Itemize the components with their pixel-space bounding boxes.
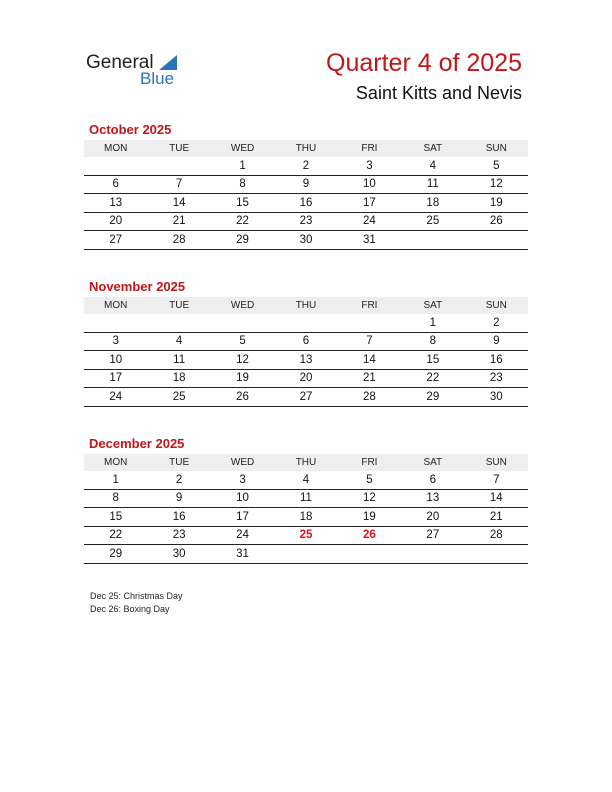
day-cell: 29 <box>211 231 274 250</box>
week-row <box>84 332 528 351</box>
month-title: October 2025 <box>89 122 172 137</box>
day-cell: 8 <box>211 175 274 194</box>
day-cell: 7 <box>147 175 210 194</box>
week-row <box>84 314 528 332</box>
day-cell: 17 <box>211 508 274 527</box>
day-cell: 8 <box>84 489 147 508</box>
day-cell: 3 <box>211 471 274 489</box>
day-cell: 13 <box>274 351 337 370</box>
day-cell: 7 <box>338 332 401 351</box>
day-cell: 11 <box>274 489 337 508</box>
day-cell: 28 <box>338 388 401 407</box>
day-cell: 31 <box>338 231 401 250</box>
day-cell: 15 <box>211 194 274 213</box>
day-cell: 30 <box>147 545 210 564</box>
calendar-table <box>84 454 528 564</box>
logo <box>86 52 196 92</box>
weekday-label: THU <box>274 454 337 471</box>
weekday-label: SUN <box>465 297 528 314</box>
weekday-label: SUN <box>465 140 528 157</box>
day-cell: 9 <box>465 332 528 351</box>
holiday-note: Dec 25: Christmas Day <box>90 591 183 601</box>
day-cell: 13 <box>84 194 147 213</box>
logo-general-text: General <box>86 52 154 73</box>
day-cell <box>338 545 401 564</box>
day-cell: 24 <box>211 526 274 545</box>
day-cell: 9 <box>147 489 210 508</box>
day-cell: 17 <box>338 194 401 213</box>
day-cell: 30 <box>465 388 528 407</box>
day-cell: 5 <box>211 332 274 351</box>
day-cell: 6 <box>401 471 464 489</box>
day-cell: 17 <box>84 369 147 388</box>
logo-triangle-icon <box>159 55 177 70</box>
day-cell: 28 <box>465 526 528 545</box>
day-cell: 19 <box>211 369 274 388</box>
day-cell: 2 <box>274 157 337 175</box>
weekday-label: SAT <box>401 454 464 471</box>
day-cell: 20 <box>84 212 147 231</box>
day-cell: 10 <box>338 175 401 194</box>
day-cell: 21 <box>147 212 210 231</box>
day-cell: 6 <box>84 175 147 194</box>
day-cell: 14 <box>465 489 528 508</box>
day-cell: 29 <box>401 388 464 407</box>
week-row <box>84 369 528 388</box>
day-cell: 31 <box>211 545 274 564</box>
day-cell: 18 <box>274 508 337 527</box>
day-cell: 11 <box>401 175 464 194</box>
calendar-table <box>84 140 528 250</box>
weekday-label: SUN <box>465 454 528 471</box>
week-row <box>84 175 528 194</box>
weekday-label: MON <box>84 297 147 314</box>
day-cell: 16 <box>274 194 337 213</box>
week-row <box>84 194 528 213</box>
weekday-label: SAT <box>401 297 464 314</box>
day-cell: 3 <box>338 157 401 175</box>
weekday-label: THU <box>274 140 337 157</box>
holiday-day-cell: 26 <box>338 526 401 545</box>
weekday-header-row <box>84 297 528 314</box>
day-cell: 3 <box>84 332 147 351</box>
day-cell <box>274 314 337 332</box>
day-cell: 1 <box>84 471 147 489</box>
day-cell <box>465 545 528 564</box>
country-name: Saint Kitts and Nevis <box>355 83 522 103</box>
day-cell: 8 <box>401 332 464 351</box>
weekday-label: TUE <box>147 297 210 314</box>
weekday-label: FRI <box>338 140 401 157</box>
day-cell: 20 <box>274 369 337 388</box>
day-cell: 9 <box>274 175 337 194</box>
day-cell: 27 <box>274 388 337 407</box>
day-cell: 12 <box>211 351 274 370</box>
week-row <box>84 545 528 564</box>
month-october <box>84 122 528 250</box>
page-title: Quarter 4 of 2025 <box>326 49 522 77</box>
holiday-notes <box>90 590 183 616</box>
day-cell: 11 <box>147 351 210 370</box>
day-cell: 23 <box>465 369 528 388</box>
day-cell: 19 <box>338 508 401 527</box>
calendar-table <box>84 297 528 407</box>
day-cell: 15 <box>401 351 464 370</box>
day-cell: 27 <box>84 231 147 250</box>
day-cell: 12 <box>465 175 528 194</box>
weekday-header-row <box>84 454 528 471</box>
day-cell <box>274 545 337 564</box>
day-cell: 4 <box>147 332 210 351</box>
day-cell: 21 <box>465 508 528 527</box>
weekday-label: WED <box>211 140 274 157</box>
day-cell: 23 <box>274 212 337 231</box>
day-cell: 22 <box>84 526 147 545</box>
month-title: November 2025 <box>89 279 186 294</box>
day-cell: 14 <box>147 194 210 213</box>
day-cell: 24 <box>84 388 147 407</box>
day-cell <box>147 314 210 332</box>
day-cell: 16 <box>147 508 210 527</box>
day-cell: 16 <box>465 351 528 370</box>
weekday-label: MON <box>84 454 147 471</box>
week-row <box>84 157 528 175</box>
day-cell: 23 <box>147 526 210 545</box>
day-cell: 22 <box>211 212 274 231</box>
weekday-label: WED <box>211 297 274 314</box>
day-cell <box>338 314 401 332</box>
day-cell: 20 <box>401 508 464 527</box>
week-row <box>84 231 528 250</box>
week-row <box>84 526 528 545</box>
day-cell: 26 <box>465 212 528 231</box>
day-cell <box>84 157 147 175</box>
day-cell <box>147 157 210 175</box>
month-december <box>84 436 528 564</box>
day-cell: 19 <box>465 194 528 213</box>
day-cell: 28 <box>147 231 210 250</box>
day-cell: 30 <box>274 231 337 250</box>
weekday-label: FRI <box>338 454 401 471</box>
day-cell: 24 <box>338 212 401 231</box>
day-cell <box>84 314 147 332</box>
month-title: December 2025 <box>89 436 185 451</box>
weekday-label: TUE <box>147 454 210 471</box>
weekday-header-row <box>84 140 528 157</box>
day-cell: 25 <box>401 212 464 231</box>
day-cell: 13 <box>401 489 464 508</box>
day-cell: 12 <box>338 489 401 508</box>
weekday-label: FRI <box>338 297 401 314</box>
day-cell: 25 <box>147 388 210 407</box>
holiday-day-cell: 25 <box>274 526 337 545</box>
day-cell: 1 <box>401 314 464 332</box>
day-cell <box>465 231 528 250</box>
day-cell <box>401 545 464 564</box>
weekday-label: WED <box>211 454 274 471</box>
week-row <box>84 489 528 508</box>
week-row <box>84 351 528 370</box>
weekday-label: SAT <box>401 140 464 157</box>
logo-blue-text: Blue <box>140 69 175 88</box>
day-cell: 2 <box>147 471 210 489</box>
day-cell: 26 <box>211 388 274 407</box>
day-cell: 21 <box>338 369 401 388</box>
weekday-label: THU <box>274 297 337 314</box>
week-row <box>84 388 528 407</box>
day-cell: 4 <box>401 157 464 175</box>
weekday-label: MON <box>84 140 147 157</box>
day-cell: 10 <box>84 351 147 370</box>
day-cell: 15 <box>84 508 147 527</box>
week-row <box>84 212 528 231</box>
day-cell: 5 <box>465 157 528 175</box>
day-cell: 4 <box>274 471 337 489</box>
day-cell: 7 <box>465 471 528 489</box>
day-cell: 10 <box>211 489 274 508</box>
day-cell <box>211 314 274 332</box>
day-cell <box>401 231 464 250</box>
day-cell: 22 <box>401 369 464 388</box>
holiday-note: Dec 26: Boxing Day <box>90 604 170 614</box>
month-november <box>84 279 528 407</box>
day-cell: 18 <box>401 194 464 213</box>
week-row <box>84 471 528 489</box>
day-cell: 6 <box>274 332 337 351</box>
day-cell: 29 <box>84 545 147 564</box>
day-cell: 5 <box>338 471 401 489</box>
day-cell: 27 <box>401 526 464 545</box>
day-cell: 2 <box>465 314 528 332</box>
day-cell: 1 <box>211 157 274 175</box>
day-cell: 14 <box>338 351 401 370</box>
week-row <box>84 508 528 527</box>
day-cell: 18 <box>147 369 210 388</box>
weekday-label: TUE <box>147 140 210 157</box>
